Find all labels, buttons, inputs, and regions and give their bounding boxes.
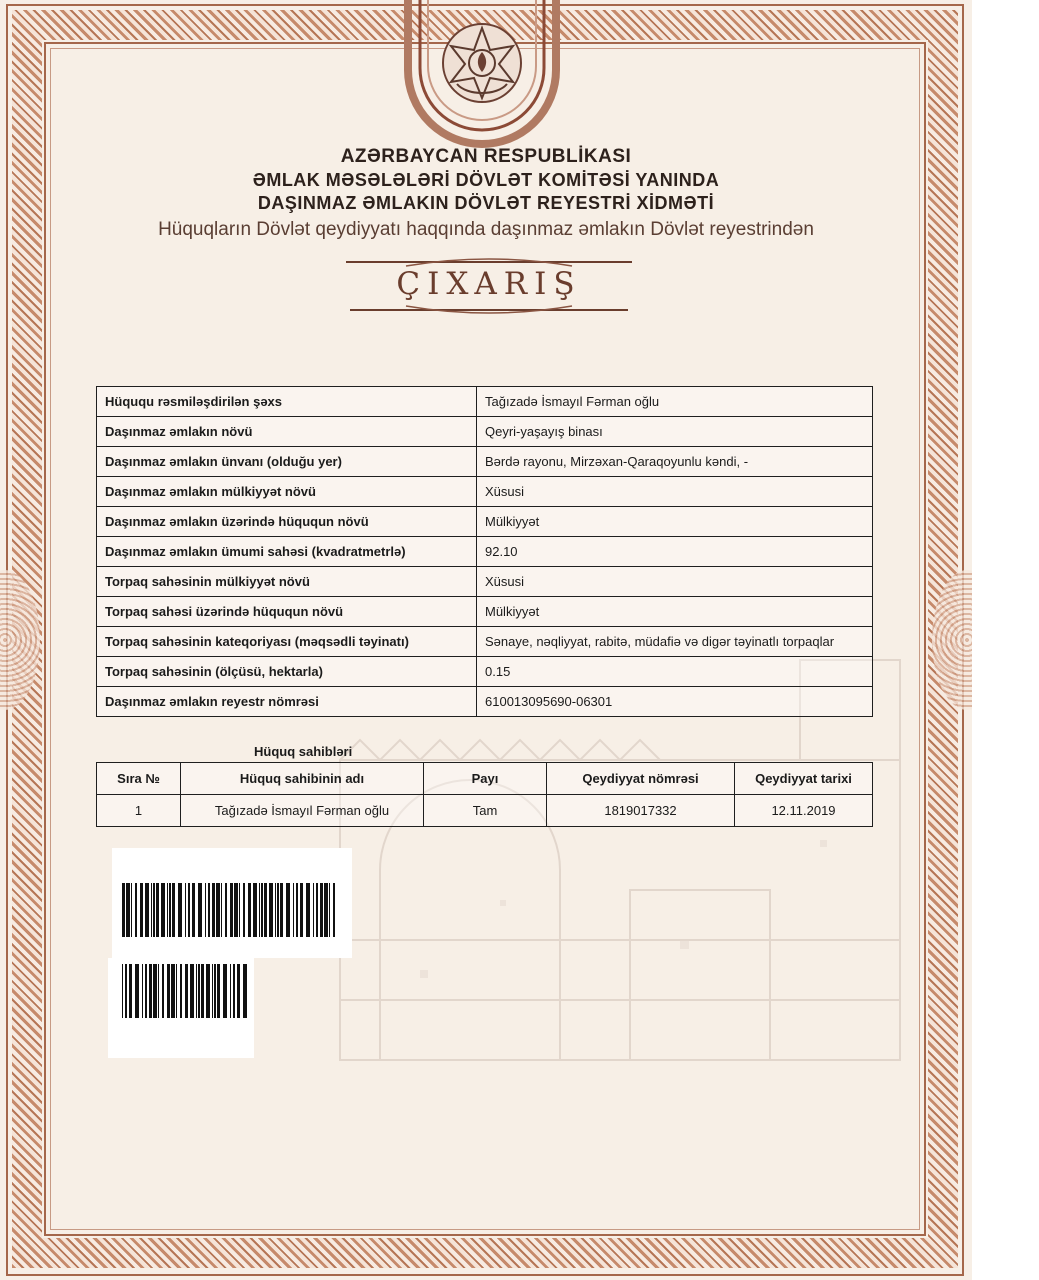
info-label: Torpaq sahəsinin mülkiyyət növü xyxy=(97,567,477,597)
info-label: Hüququ rəsmiləşdirilən şəxs xyxy=(97,387,477,417)
info-label: Daşınmaz əmlakın növü xyxy=(97,417,477,447)
header-committee: ƏMLAK MƏSƏLƏLƏRİ DÖVLƏT KOMİTƏSİ YANINDA xyxy=(252,170,720,190)
document-subtitle: Hüquqların Dövlət qeydiyyatı haqqında daşınmaz əmlakın Dövlət reyestrindən xyxy=(158,219,814,240)
info-label: Daşınmaz əmlakın ümumi sahəsi (kvadratmetrlə) xyxy=(97,537,477,567)
info-label: Torpaq sahəsinin (ölçüsü, hektarla) xyxy=(97,657,477,687)
info-value: Xüsusi xyxy=(477,567,873,597)
col-share: Payı xyxy=(424,763,547,795)
table-row xyxy=(97,795,873,827)
info-label: Torpaq sahəsinin kateqoriyası (məqsədli təyinatı) xyxy=(97,627,477,657)
info-label: Daşınmaz əmlakın üzərində hüququn növü xyxy=(97,507,477,537)
info-row xyxy=(97,387,873,417)
holders-header-row xyxy=(97,763,873,795)
page-margin xyxy=(972,0,1039,1280)
info-value: Mülkiyyət xyxy=(477,507,873,537)
azerbaijan-coat-of-arms-icon xyxy=(441,22,523,104)
property-info-table xyxy=(96,386,873,717)
info-row xyxy=(97,507,873,537)
info-row xyxy=(97,597,873,627)
info-label: Daşınmaz əmlakın ünvanı (olduğu yer) xyxy=(97,447,477,477)
info-row xyxy=(97,447,873,477)
info-value: Bərdə rayonu, Mirzəxan-Qaraqoyunlu kəndi, - xyxy=(477,447,873,477)
info-value: Xüsusi xyxy=(477,477,873,507)
info-value: Mülkiyyət xyxy=(477,597,873,627)
info-value: 0.15 xyxy=(477,657,873,687)
info-label: Daşınmaz əmlakın mülkiyyət növü xyxy=(97,477,477,507)
info-row xyxy=(97,537,873,567)
info-value: Qeyri-yaşayış binası xyxy=(477,417,873,447)
document-title: ÇIXARIŞ xyxy=(396,266,582,302)
info-label: Torpaq sahəsi üzərində hüququn növü xyxy=(97,597,477,627)
col-number: Sıra № xyxy=(97,763,181,795)
info-row xyxy=(97,657,873,687)
col-registration-number: Qeydiyyat nömrəsi xyxy=(547,763,735,795)
holder-registration-date: 12.11.2019 xyxy=(735,795,873,827)
info-value: 92.10 xyxy=(477,537,873,567)
info-label: Daşınmaz əmlakın reyestr nömrəsi xyxy=(97,687,477,717)
info-row xyxy=(97,687,873,717)
col-holder-name: Hüquq sahibinin adı xyxy=(181,763,424,795)
info-value: Tağızadə İsmayıl Fərman oğlu xyxy=(477,387,873,417)
holders-section-title: Hüquq sahibləri xyxy=(254,744,353,759)
holder-registration-number: 1819017332 xyxy=(547,795,735,827)
info-value: 610013095690-06301 xyxy=(477,687,873,717)
holder-number: 1 xyxy=(97,795,181,827)
holder-share: Tam xyxy=(424,795,547,827)
barcode-icon xyxy=(122,964,248,1018)
info-row xyxy=(97,417,873,447)
col-registration-date: Qeydiyyat tarixi xyxy=(735,763,873,795)
info-row xyxy=(97,477,873,507)
rights-holders-table xyxy=(96,762,873,827)
info-value: Sənaye, nəqliyyat, rabitə, müdafiə və digər təyinatlı torpaqlar xyxy=(477,627,873,657)
holder-name: Tağızadə İsmayıl Fərman oğlu xyxy=(181,795,424,827)
header-country: AZƏRBAYCAN RESPUBLİKASI xyxy=(340,146,632,167)
info-row xyxy=(97,627,873,657)
info-row xyxy=(97,567,873,597)
header-service: DAŞINMAZ ƏMLAKIN DÖVLƏT REYESTRİ XİDMƏTİ xyxy=(257,193,715,213)
barcode-icon xyxy=(122,883,340,937)
